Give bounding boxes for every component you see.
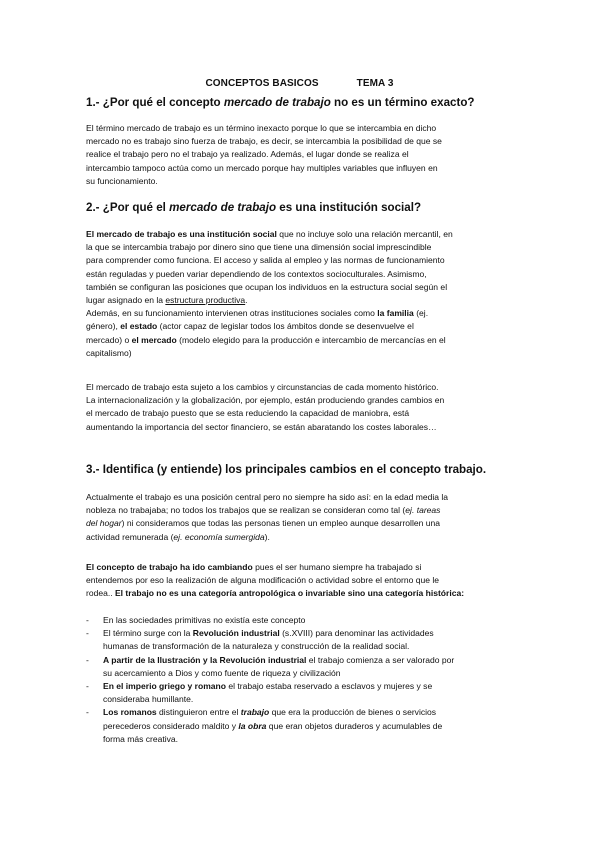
text-line <box>86 307 516 320</box>
answer-2-paragraph-2 <box>86 381 516 434</box>
text-run: perecederos considerado maldito y <box>103 720 239 731</box>
text-line: humanas de transformación de la naturaleza y construcción de la realidad social. <box>103 641 410 652</box>
text-run: que eran objetos duraderos y acumulables de <box>266 720 443 731</box>
text-run: actividad remunerada ( <box>86 531 174 542</box>
list-item <box>86 627 454 653</box>
text-run: ). <box>264 531 270 542</box>
bold-phrase: Revolución industrial <box>192 628 280 639</box>
dash-marker: - <box>86 654 89 665</box>
text-line: forma más creativa. <box>103 733 179 744</box>
text-line: En las sociedades primitivas no existía este concepto <box>103 615 306 625</box>
list-item <box>86 614 454 627</box>
bold-italic-phrase: trabajo <box>240 707 270 718</box>
question-2-heading <box>86 201 421 214</box>
text-run: que era la producción de bienes o servicios <box>269 707 437 718</box>
text-line: también se configuran las posiciones que ocupan los individuos en la estructura social según el <box>86 281 448 292</box>
text-run: distinguieron entre el <box>156 707 241 718</box>
text-run: (s.XVIII) para denominar las actividades <box>279 628 434 639</box>
dash-marker: - <box>86 680 89 691</box>
text-line: el mercado de trabajo puesto que se esta reduciendo la capacidad de maniobra, está <box>86 408 410 419</box>
text-line: la que se intercambia trabajo por dinero sino que tiene una dimensión social imprescindible <box>86 242 432 253</box>
question-1-prefix: 1.- ¿Por qué el concepto <box>86 96 224 109</box>
text-line <box>103 627 454 640</box>
question-1-heading <box>86 96 475 109</box>
text-line <box>86 587 516 600</box>
text-run: el trabajo estaba reservado a esclavos y mujeres y se <box>226 680 433 691</box>
answer-1-paragraph <box>86 122 516 188</box>
bold-phrase: El mercado de trabajo es una institución social <box>86 229 277 239</box>
answer-2-paragraph <box>86 228 516 360</box>
text-line <box>103 680 454 693</box>
text-run: rodea.. <box>86 588 115 599</box>
bold-phrase: En el imperio griego y romano <box>103 680 227 691</box>
text-run: género), <box>86 321 121 332</box>
text-run: ) ni consideramos que todas las personas tienen un empleo aunque desarrollen una <box>121 518 440 529</box>
question-2-prefix: 2.- ¿Por qué el <box>86 201 170 214</box>
text-line: La internacionalización y la globalización, por ejemplo, están produciendo grandes cambios en <box>86 395 445 406</box>
text-line <box>86 334 516 347</box>
text-line <box>86 517 516 530</box>
italic-phrase: ej. tareas <box>405 505 441 516</box>
title-topic: TEMA 3 <box>356 78 394 89</box>
question-1-emphasis: mercado de trabajo <box>223 96 331 109</box>
text-line: intercambio tampoco actúa como un mercado porque hay multiples variables que influyen en <box>86 162 438 173</box>
bold-phrase: El trabajo no es una categoría antropológica o invariable sino una categoría histórica: <box>114 588 465 599</box>
text-line <box>86 561 516 574</box>
document-title <box>0 78 599 89</box>
text-line: para comprender como funciona. El acceso y salida al empleo y las normas de funcionamiento <box>86 255 445 266</box>
dash-marker: - <box>86 615 89 625</box>
text-line: están reguladas y pueden variar dependiendo de los contextos socioculturales. Asimismo, <box>86 268 427 279</box>
list-item <box>86 706 454 746</box>
text-line <box>86 504 516 517</box>
text-line: entendemos por eso la realización de alguna modificación o actividad sobre el entorno que le <box>86 575 440 586</box>
bold-phrase: El concepto de trabajo ha ido cambiando <box>86 562 253 572</box>
text-run: que no incluye solo una relación mercantil, en <box>276 229 453 239</box>
text-run: el trabajo comienza a ser valorado por <box>306 654 455 665</box>
text-line: aumentando la importancia del sector financiero, se están abaratando los costes laborales… <box>86 421 437 432</box>
text-line: mercado no es trabajo sino fuerza de trabajo, es decir, se intercambia la posibilidad de que se <box>86 136 442 147</box>
list-item <box>86 680 454 706</box>
text-line: realice el trabajo pero no el trabajo ya realizado. Además, el lugar donde se realiza el <box>86 149 409 160</box>
answer-3-paragraph <box>86 491 516 544</box>
question-2-suffix: es una institución social? <box>276 201 422 214</box>
text-run: Además, en su funcionamiento intervienen otras instituciones sociales como <box>86 308 378 319</box>
bold-phrase: el mercado <box>131 334 177 345</box>
changes-list <box>86 614 454 746</box>
text-line: su acercamiento a Dios y como fuente de riqueza y civilización <box>103 667 341 678</box>
text-run: nobleza no trabajaba; no todos los trabajos que se realizan se consideran como tal ( <box>86 505 406 516</box>
text-line <box>86 320 516 333</box>
list-item <box>86 654 454 680</box>
text-line <box>103 706 454 719</box>
dash-marker: - <box>86 707 89 718</box>
text-line <box>103 654 454 667</box>
text-run: El término surge con la <box>103 628 193 639</box>
text-run: . <box>245 294 248 305</box>
text-run: pues el ser humano siempre ha trabajado si <box>252 562 422 572</box>
text-line: Actualmente el trabajo es una posición central pero no siempre ha sido así: en la edad media la <box>86 492 449 502</box>
text-run: mercado) o <box>86 334 132 345</box>
text-line: consideraba humillante. <box>103 694 194 705</box>
question-3-heading <box>86 463 486 476</box>
text-line <box>86 531 516 544</box>
text-run: (actor capaz de legislar todos los ámbitos donde se desenvuelve el <box>157 321 414 332</box>
text-run: (modelo elegido para la producción e intercambio de mercancías en el <box>176 334 446 345</box>
text-line: su funcionamiento. <box>86 175 158 186</box>
text-line <box>86 294 516 307</box>
text-line: El mercado de trabajo esta sujeto a los cambios y circunstancias de cada momento histórico. <box>86 382 439 392</box>
text-line: El término mercado de trabajo es un término inexacto porque lo que se intercambia en dicho <box>86 123 437 133</box>
bold-phrase: la familia <box>377 308 414 319</box>
title-text: CONCEPTOS BASICOS <box>205 78 319 89</box>
bold-phrase: A partir de la Ilustración y la Revolución industrial <box>103 654 307 665</box>
text-run: lugar asignado en la <box>86 294 166 305</box>
text-line <box>103 720 454 733</box>
dash-marker: - <box>86 628 89 639</box>
underlined-phrase: estructura productiva <box>165 294 246 305</box>
text-run: (ej. <box>413 308 429 319</box>
answer-3-paragraph-2 <box>86 561 516 601</box>
italic-phrase: del hogar <box>86 518 122 529</box>
italic-phrase: ej. economía sumergida <box>173 531 265 542</box>
question-3-text: 3.- Identifica (y entiende) los principales cambios en el concepto trabajo. <box>86 463 487 476</box>
text-line <box>86 228 516 241</box>
question-2-emphasis: mercado de trabajo <box>169 201 277 214</box>
bold-phrase: el estado <box>120 321 158 332</box>
question-1-suffix: no es un término exacto? <box>330 96 475 109</box>
bold-phrase: Los romanos <box>103 707 157 718</box>
text-line: capitalismo) <box>86 347 132 358</box>
bold-italic-phrase: la obra <box>238 720 267 731</box>
